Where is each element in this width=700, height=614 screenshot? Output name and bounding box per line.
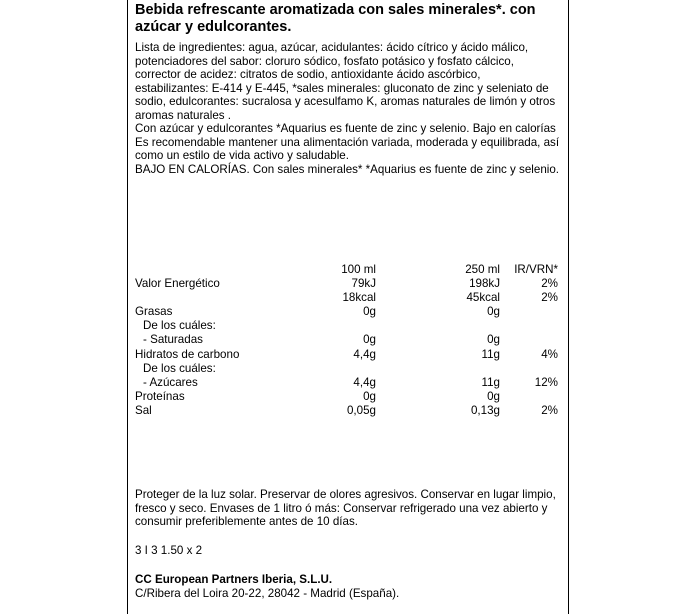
ingredients-line: potenciadores del sabor: cloruro sódico, fosfato potásico y fosfato cálcico,: [135, 54, 514, 68]
claims-line: BAJO EN CALORÍAS. Con sales minerales* *Aquarius es fuente de zinc y selenio.: [135, 162, 560, 176]
nutrient-label: Proteínas: [135, 389, 185, 403]
nutrition-header-row: [135, 263, 567, 277]
nutrition-table: [135, 263, 567, 418]
value-250ml: 0,13g: [470, 403, 500, 417]
nutrition-row: [135, 305, 567, 319]
storage-instructions: [135, 488, 567, 529]
nutrition-row: [135, 362, 567, 376]
value-250ml: 11g: [481, 347, 500, 361]
value-100ml: 0,05g: [346, 403, 376, 417]
storage-line: consumir preferiblemente antes de 10 días.: [135, 515, 358, 529]
company-info: [135, 573, 567, 600]
header-100ml: 100 ml: [341, 263, 376, 276]
value-100ml: 18kcal: [342, 291, 376, 305]
value-ir-vrn: 2%: [541, 403, 558, 417]
nutrition-row: [135, 277, 567, 291]
value-100ml: 0g: [363, 389, 376, 403]
nutrition-row: [135, 404, 567, 418]
value-250ml: 0g: [487, 333, 500, 347]
nutrition-row: [135, 390, 567, 404]
value-100ml: 0g: [363, 333, 376, 347]
nutrition-row: [135, 333, 567, 347]
ingredients-line: estabilizantes: E-414 y E-445, *sales minerales: gluconato de zinc y seleniato de: [135, 81, 549, 95]
value-250ml: 0g: [487, 305, 500, 319]
ingredients-line: Lista de ingredientes: agua, azúcar, acidulantes: ácido cítrico y ácido málico,: [135, 41, 529, 54]
claims-line: Con azúcar y edulcorantes *Aquarius es fuente de zinc y selenio. Bajo en calorías: [135, 122, 556, 135]
nutrient-label: - Saturadas: [143, 333, 203, 347]
nutrition-row: [135, 319, 567, 333]
ingredients-list: [135, 41, 567, 123]
company-name: CC European Partners Iberia, S.L.U.: [135, 573, 333, 586]
nutrient-label: - Azúcares: [143, 375, 198, 389]
nutrition-row: [135, 291, 567, 305]
storage-line: Proteger de la luz solar. Preservar de olores agresivos. Conservar en lugar limpio,: [135, 488, 556, 501]
product-title: Bebida refrescante aromatizada con sales minerales*. con azúcar y edulcorantes.: [135, 2, 536, 35]
nutrition-row: [135, 376, 567, 390]
nutrient-label: De los cuáles:: [143, 319, 216, 333]
ingredients-line: sodio, edulcorantes: sucralosa y acesulfamo K, aromas naturales de limón y otros: [135, 95, 556, 109]
ingredients-line: corrector de acidez: citratos de sodio, antioxidante ácido ascórbico,: [135, 68, 481, 82]
header-ir-vrn: IR/VRN*: [514, 263, 558, 276]
claims-text: [135, 122, 567, 176]
nutrient-label: Valor Energético: [135, 277, 220, 291]
ingredients-line: aromas naturales .: [135, 108, 232, 122]
nutrient-label: Grasas: [135, 305, 173, 319]
value-ir-vrn: 2%: [541, 291, 558, 305]
value-250ml: 45kcal: [466, 291, 500, 305]
value-250ml: 11g: [481, 375, 500, 389]
value-100ml: 79kJ: [351, 277, 376, 291]
value-ir-vrn: 12%: [534, 375, 558, 389]
company-address: C/Ribera del Loira 20-22, 28042 - Madrid (España).: [135, 586, 400, 600]
value-ir-vrn: 4%: [541, 347, 558, 361]
value-250ml: 0g: [487, 389, 500, 403]
nutrient-label: Hidratos de carbono: [135, 347, 240, 361]
nutrient-label: Sal: [135, 403, 152, 417]
value-250ml: 198kJ: [469, 277, 500, 291]
claims-line: como un estilo de vida activo y saludable.: [135, 149, 349, 163]
nutrient-label: De los cuáles:: [143, 361, 216, 375]
header-250ml: 250 ml: [465, 263, 500, 276]
value-ir-vrn: 2%: [541, 277, 558, 291]
pack-code: 3 I 3 1.50 x 2: [135, 544, 203, 557]
value-100ml: 4,4g: [353, 375, 376, 389]
claims-line: Es recomendable mantener una alimentación variada, moderada y equilibrada, así: [135, 135, 560, 149]
value-100ml: 4,4g: [353, 347, 376, 361]
value-100ml: 0g: [363, 305, 376, 319]
nutrition-row: [135, 348, 567, 362]
storage-line: fresco y seco. Envases de 1 litro ó más: Conservar refrigerado una vez abierto y: [135, 501, 548, 515]
